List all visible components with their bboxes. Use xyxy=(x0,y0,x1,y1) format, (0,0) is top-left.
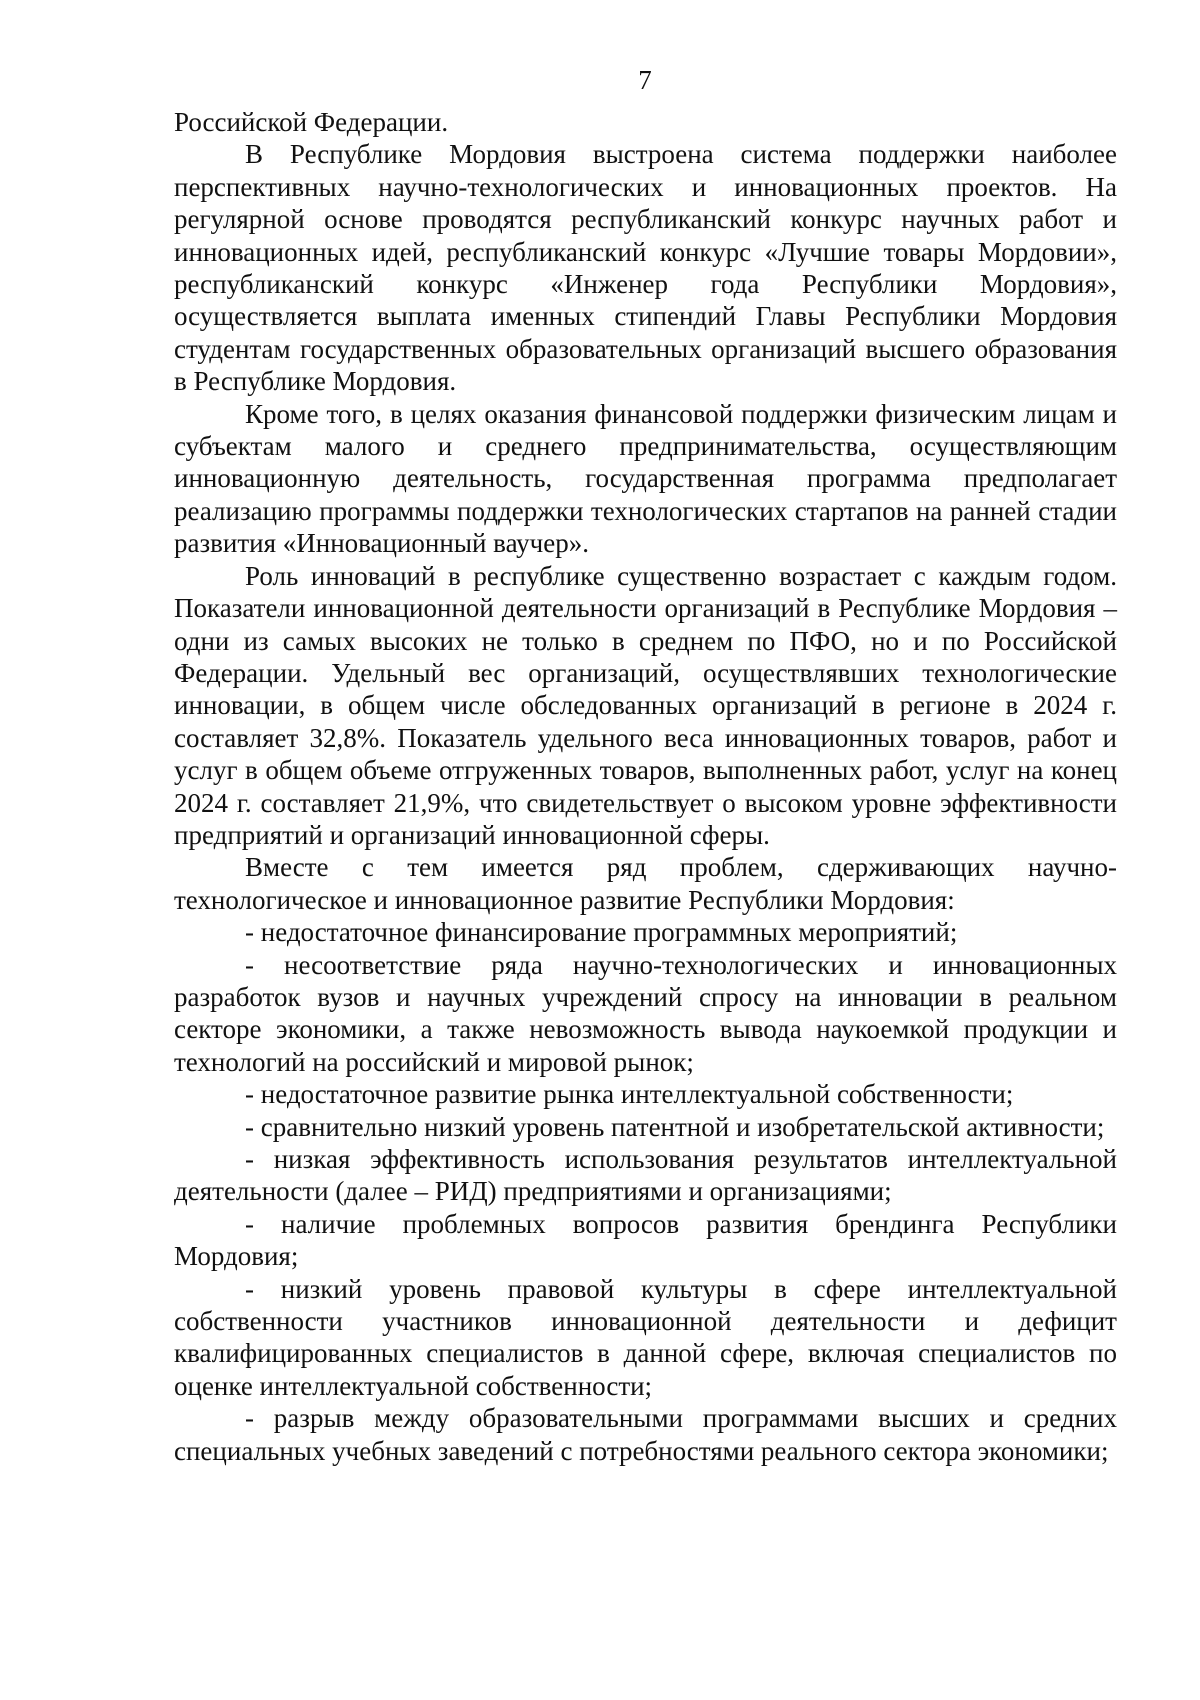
paragraph: Российской Федерации. xyxy=(174,107,449,137)
paragraph: В Республике Мордовия выстроена система поддержки наиболее перспективных научно-технологических и инновационных проектов. На регулярной основе проводятся республиканский конкурс научных работ и инновационных идей, республиканский конкурс «Лучшие товары Мордовии», республиканский конкурс «Инженер года Республики Мордовия», осуществляется выплата именных стипендий Главы Республики Мордовия студентам государственных образовательных организаций высшего образования в Республике Мордовия. xyxy=(174,139,1117,397)
list-item: - низкий уровень правовой культуры в сфере интеллектуальной собственности участников инновационной деятельности и дефицит квалифицированных специалистов в данной сфере, включая специалистов по оценке интеллектуальной собственности; xyxy=(174,1273,1117,1401)
body-text xyxy=(174,106,1117,1467)
paragraph: Роль инноваций в республике существенно возрастает с каждым годом. Показатели инновационной деятельности организаций в Республике Мордовия – одни из самых высоких не только в среднем по ПФО, но и по Российской Федерации. Удельный вес организаций, осуществлявших технологические инновации, в общем числе обследованных организаций в регионе в 2024 г. составляет 32,8%. Показатель удельного веса инновационных товаров, работ и услуг в общем объеме отгруженных товаров, выполненных работ, услуг на конец 2024 г. составляет 21,9%, что свидетельствует о высоком уровне эффективности предприятий и организаций инновационной сферы. xyxy=(174,560,1117,850)
list-item: - недостаточное развитие рынка интеллектуальной собственности; xyxy=(245,1079,1014,1110)
list-item: - низкая эффективность использования результатов интеллектуальной деятельности (далее – РИД) предприятиями и организациями; xyxy=(174,1144,1117,1207)
list-item: - сравнительно низкий уровень патентной и изобретательской активности; xyxy=(245,1111,1105,1142)
paragraph: Вместе с тем имеется ряд проблем, сдерживающих научно-технологическое и инновационное развитие Республики Мордовия: xyxy=(174,852,1117,915)
list-item: - недостаточное финансирование программных мероприятий; xyxy=(245,917,958,948)
list-item: - разрыв между образовательными программами высших и средних специальных учебных заведений с потребностями реального сектора экономики; xyxy=(174,1403,1117,1466)
list-item: - несоответствие ряда научно-технологических и инновационных разработок вузов и научных учреждений спросу на инновации в реальном секторе экономики, а также невозможность вывода наукоемкой продукции и технологий на российский и мировой рынок; xyxy=(174,949,1117,1077)
list-item: - наличие проблемных вопросов развития брендинга Республики Мордовия; xyxy=(174,1208,1117,1272)
paragraph: Кроме того, в целях оказания финансовой поддержки физическим лицам и субъектам малого и среднего предпринимательства, осуществляющим инновационную деятельность, государственная программа предполагает реализацию программы поддержки технологических стартапов на ранней стадии развития «Инновационный ваучер». xyxy=(174,398,1117,559)
page-number: 7 xyxy=(638,65,652,95)
